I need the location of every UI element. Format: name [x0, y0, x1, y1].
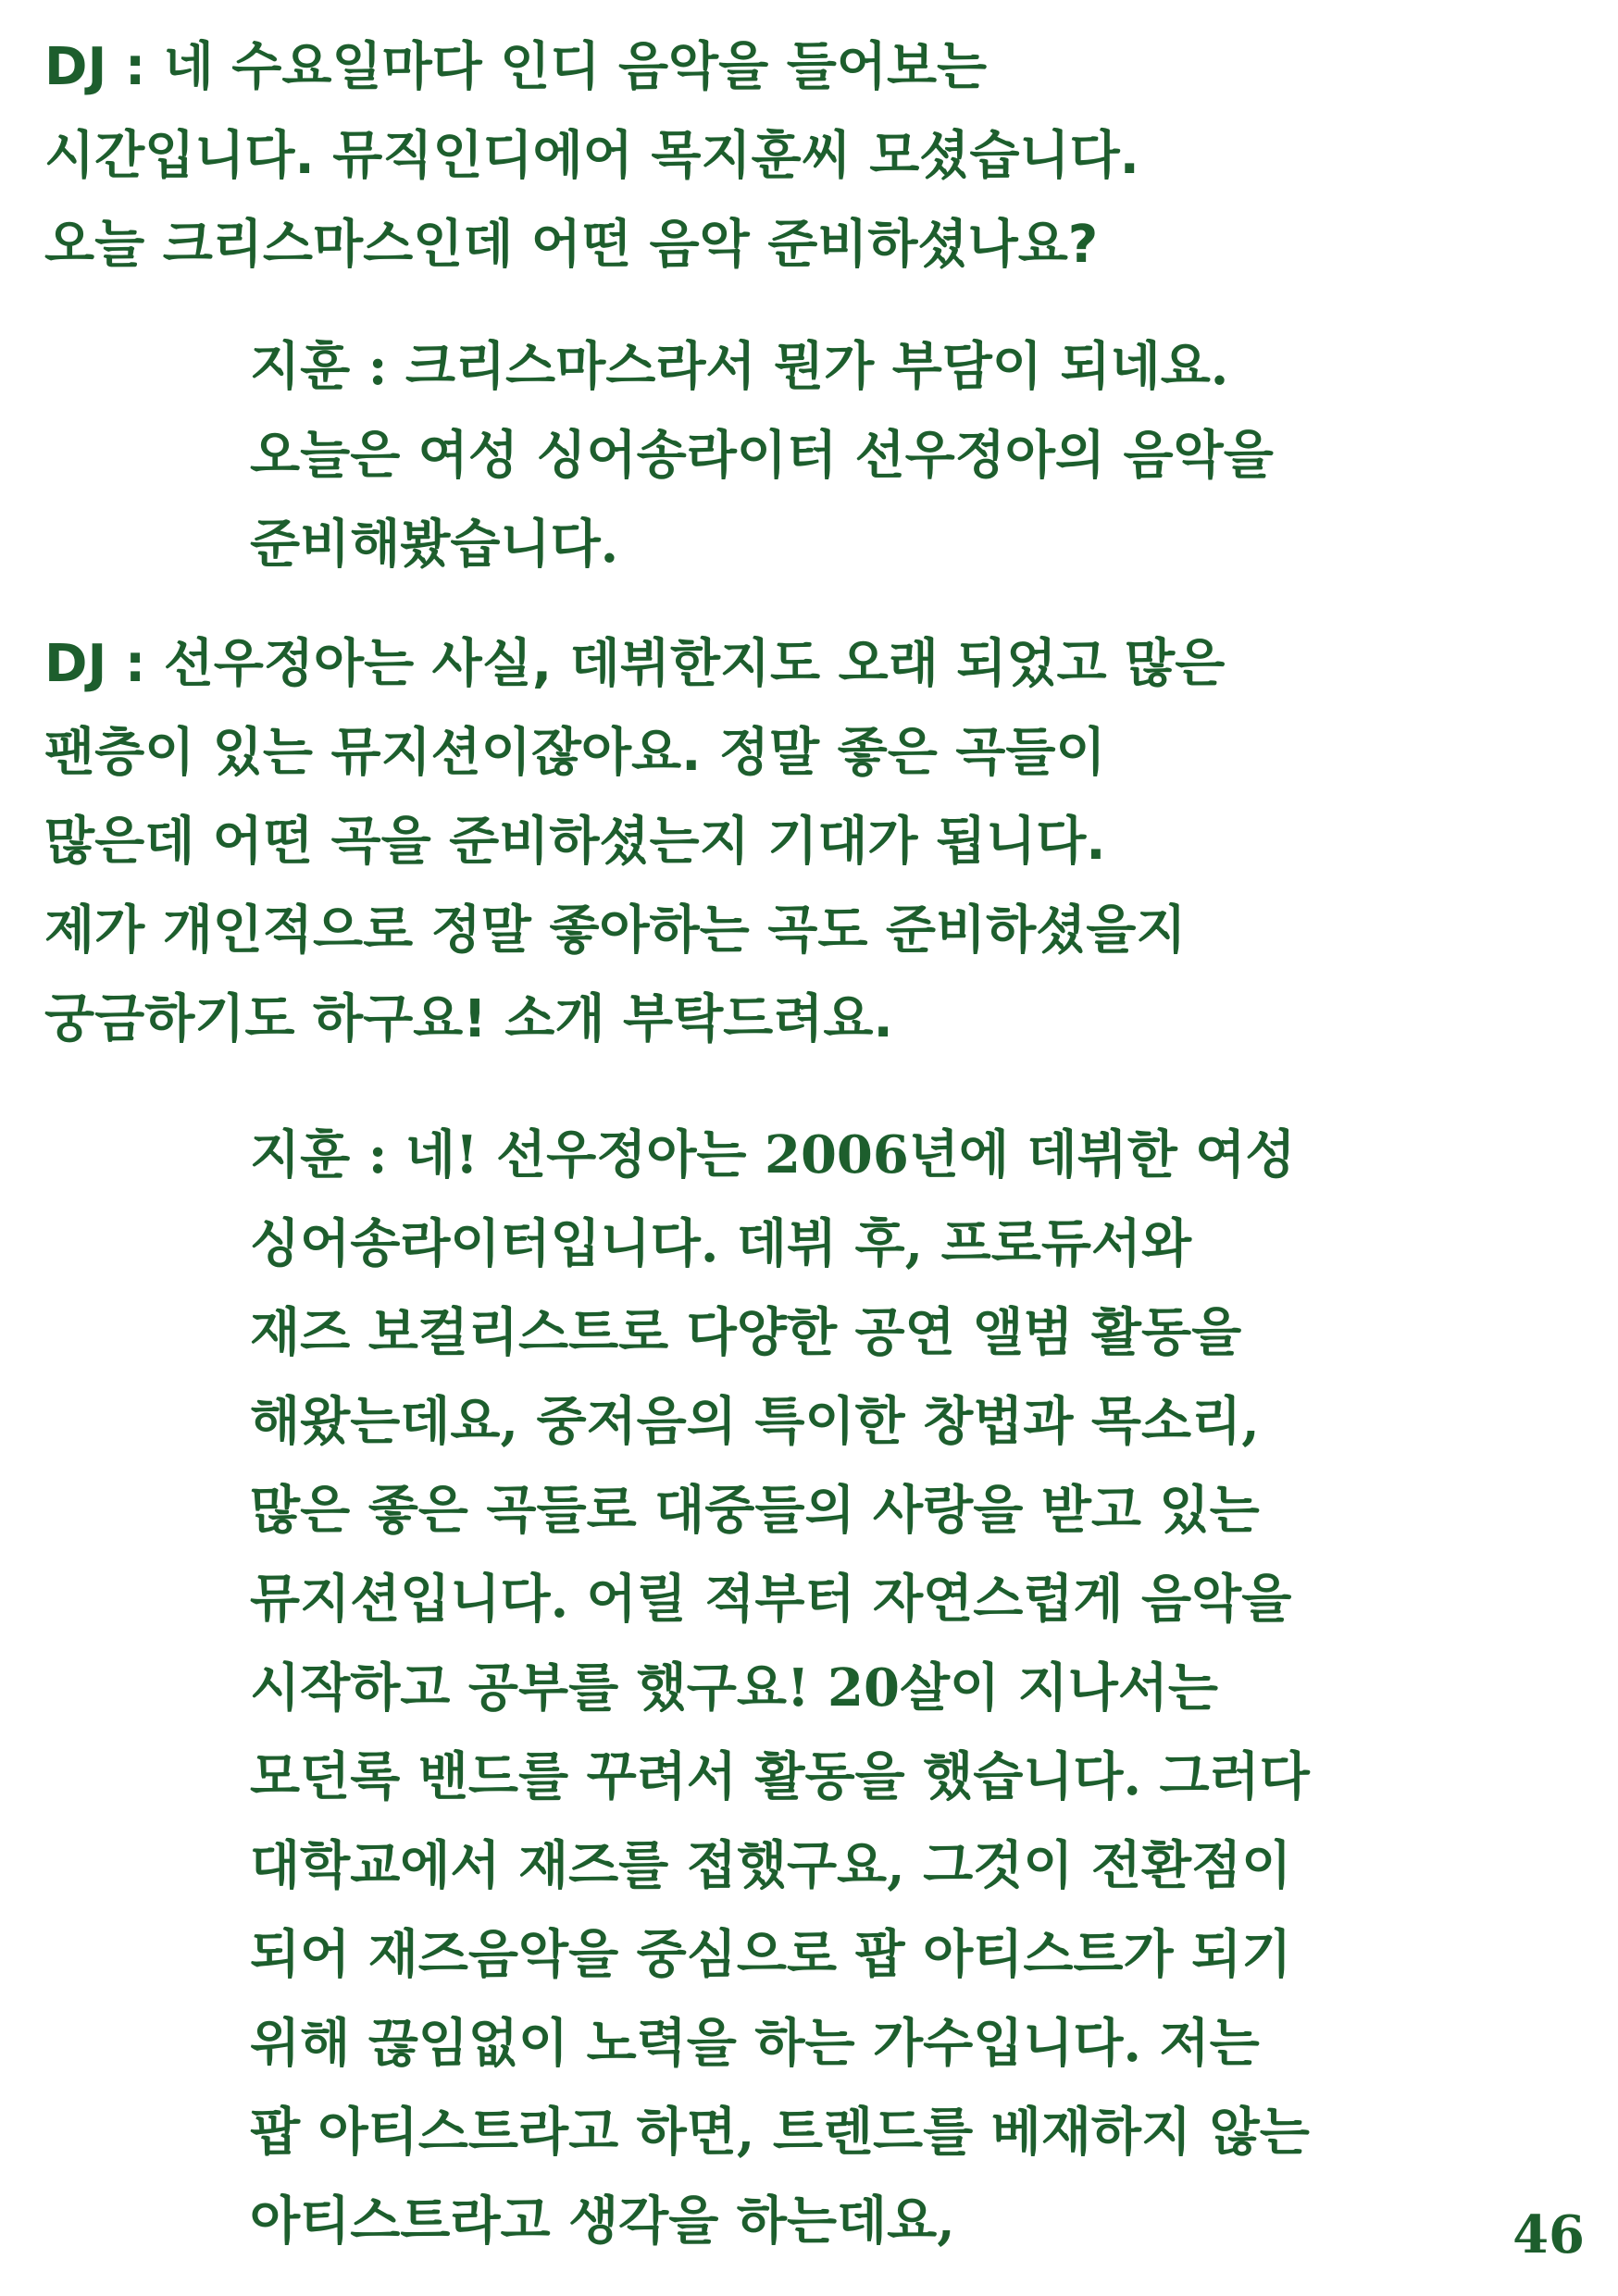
text-line: 해왔는데요, 중저음의 특이한 창법과 목소리,: [250, 1391, 1260, 1452]
dj-utterance: [44, 23, 1139, 290]
text-line: 많은데 어떤 곡을 준비하셨는지 기대가 됩니다.: [44, 812, 1106, 872]
dj-utterance: [44, 620, 1225, 1064]
text-line: 많은 좋은 곡들로 대중들의 사랑을 받고 있는: [250, 1480, 1260, 1541]
text-line: 오늘 크리스마스인데 어떤 음악 준비하셨나요?: [44, 215, 1099, 275]
page-number: 46: [1512, 2204, 1585, 2265]
jihoon-utterance: [250, 322, 1274, 589]
text-line: 준비해봤습니다.: [250, 514, 619, 575]
text-line: DJ : 네 수요일마다 인디 음악을 들어보는: [44, 37, 988, 97]
text-line: 시작하고 공부를 했구요! 20살이 지나서는: [250, 1657, 1219, 1719]
text-line: 되어 재즈음악을 중심으로 팝 아티스트가 되기: [250, 1924, 1292, 1985]
text-line: 지훈 : 크리스마스라서 뭔가 부담이 되네요.: [250, 336, 1229, 397]
text-line: 아티스트라고 생각을 하는데요,: [250, 2191, 955, 2252]
text-line: 위해 끊임없이 노력을 하는 가수입니다. 저는: [250, 2013, 1260, 2074]
text-line: 재즈 보컬리스트로 다양한 공연 앨범 활동을: [250, 1302, 1242, 1363]
text-line: 오늘은 여성 싱어송라이터 선우정아의 음악을: [250, 425, 1274, 486]
text-line: 시간입니다. 뮤직인디에어 목지훈씨 모셨습니다.: [44, 126, 1139, 186]
text-line: 팝 아티스트라고 하면, 트렌드를 베재하지 않는: [250, 2102, 1310, 2163]
text-line: DJ : 선우정아는 사실, 데뷔한지도 오래 되었고 많은: [44, 634, 1226, 694]
text-line: 싱어송라이터입니다. 데뷔 후, 프로듀서와: [250, 1213, 1192, 1274]
text-line: 궁금하기도 하구요! 소개 부탁드려요.: [44, 989, 893, 1049]
text-line: 팬층이 있는 뮤지션이잖아요. 정말 좋은 곡들이: [44, 723, 1106, 783]
text-line: 지훈 : 네! 선우정아는 2006년에 데뷔한 여성: [250, 1124, 1296, 1185]
text-line: 제가 개인적으로 정말 좋아하는 곡도 준비하셨을지: [44, 900, 1187, 961]
text-line: 뮤지션입니다. 어릴 적부터 자연스럽게 음악을: [250, 1569, 1292, 1630]
text-line: 대학교에서 재즈를 접했구요, 그것이 전환점이: [250, 1835, 1292, 1896]
jihoon-utterance: [250, 1111, 1310, 2265]
text-line: 모던록 밴드를 꾸려서 활동을 했습니다. 그러다: [250, 1746, 1310, 1807]
